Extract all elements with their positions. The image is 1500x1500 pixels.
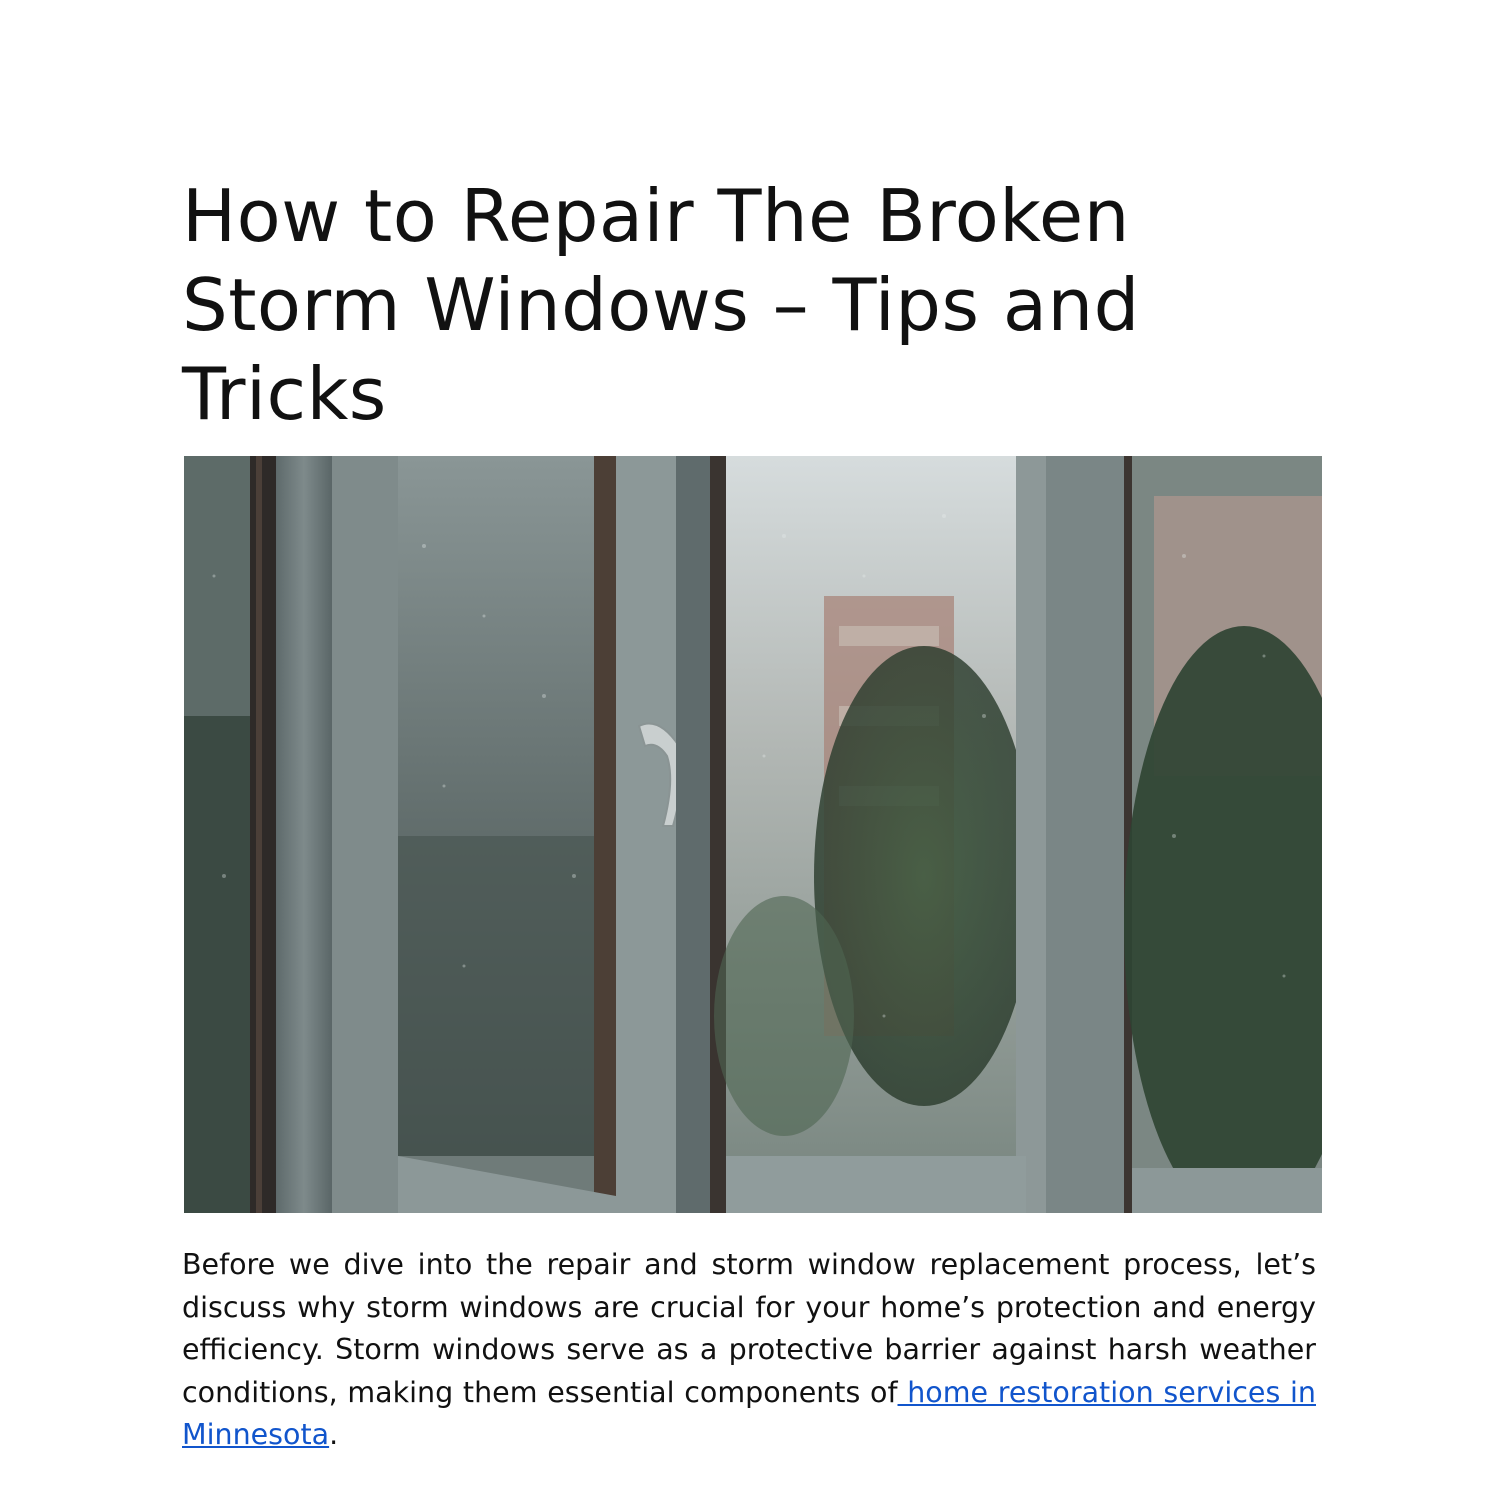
hero-image [184,456,1322,1213]
page-title: How to Repair The Broken Storm Windows – Tips and Tricks [182,174,1140,436]
home-restoration-link[interactable]: home restoration services in Minnesota [182,1375,1316,1451]
end-punctuation: . [329,1418,339,1451]
intro-text: Before we dive into the repair and storm window replacement process, let’s discuss why storm windows are crucial for your home’s protection and energy efficiency. Storm windows serve as a protective barrier against harsh weather conditions, making them essential components of [182,1248,1316,1409]
intro-paragraph [182,1244,1316,1457]
